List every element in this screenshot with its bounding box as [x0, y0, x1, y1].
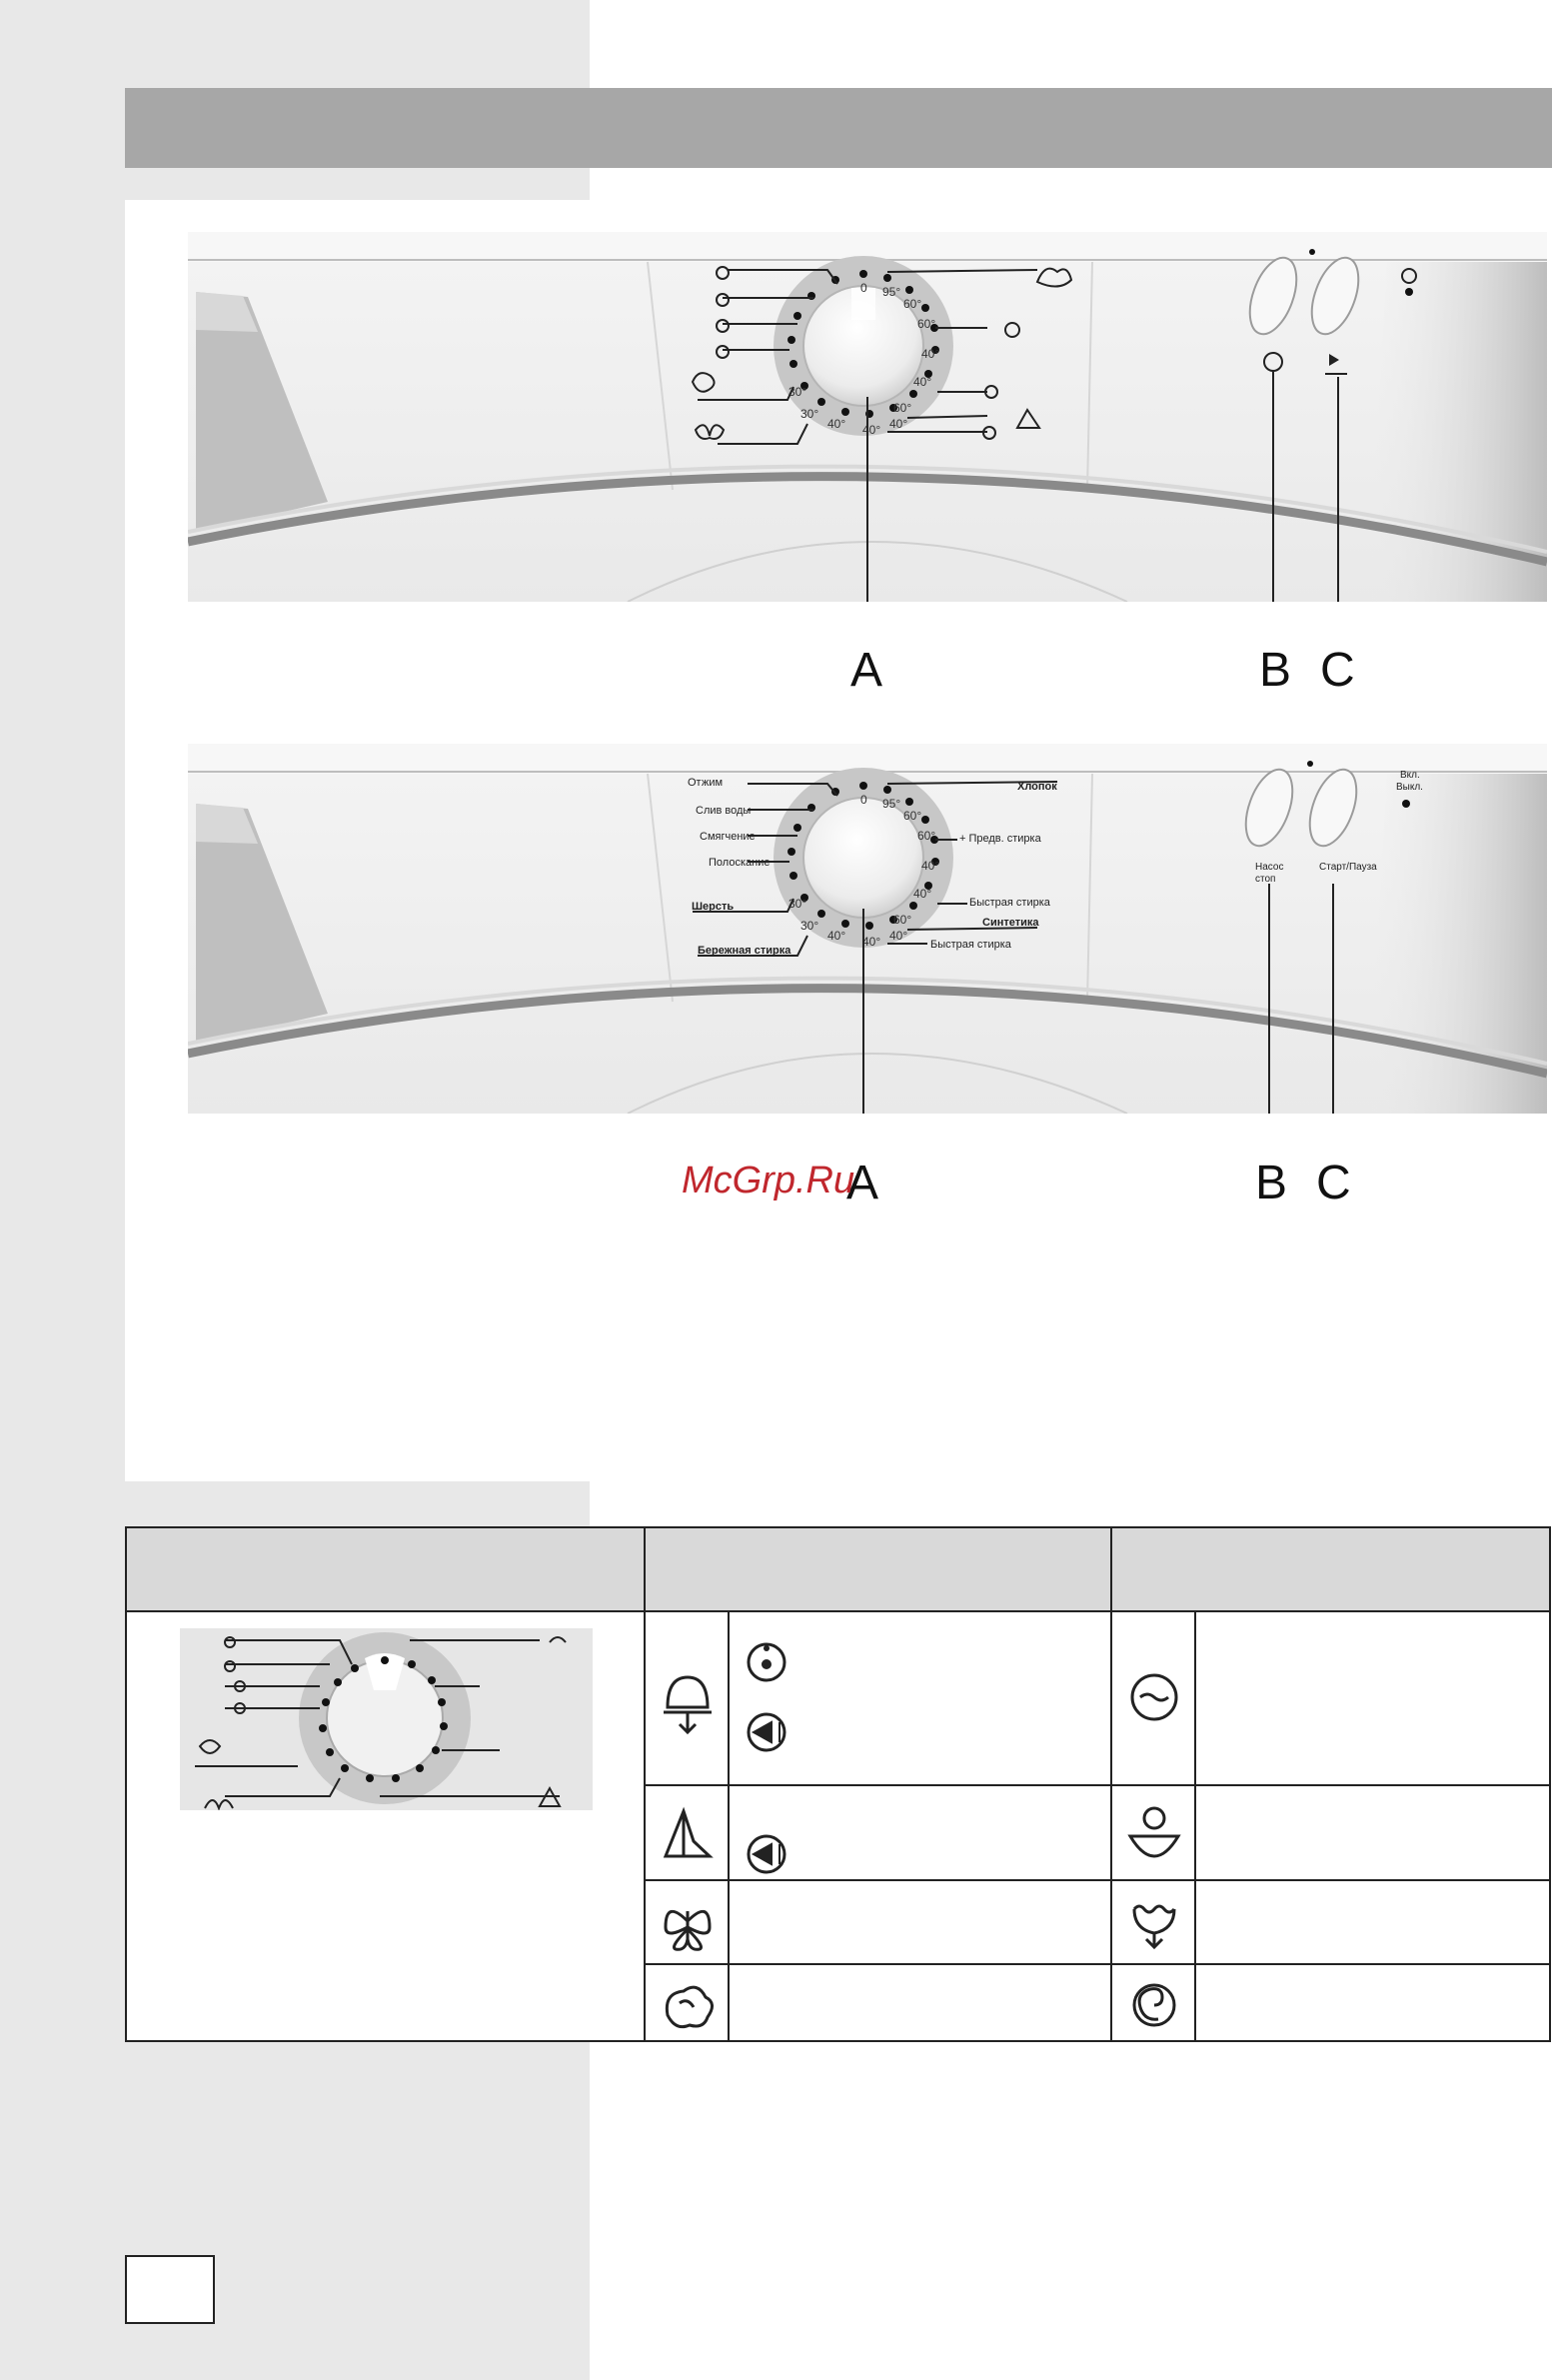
dial-thumbnail-cell	[127, 1612, 646, 2042]
drain-desc-cell	[1196, 1881, 1549, 1965]
label-start-pause: Старт/Пауза	[1319, 862, 1377, 873]
cotton-options-cell	[730, 1612, 1112, 1786]
svg-text:0: 0	[860, 281, 867, 295]
svg-text:40°: 40°	[913, 887, 932, 901]
svg-text:40°: 40°	[921, 859, 940, 873]
quick-wash-icon	[749, 1714, 784, 1750]
svg-text:40°: 40°	[862, 423, 881, 437]
svg-text:40°: 40°	[862, 935, 881, 949]
svg-text:95°: 95°	[882, 285, 901, 299]
table-header-cell-3	[1112, 1528, 1549, 1612]
page-number-box	[125, 2255, 215, 2324]
svg-text:60°: 60°	[917, 317, 936, 331]
svg-text:60°: 60°	[917, 829, 936, 843]
top-white-area	[590, 0, 1552, 88]
spin-desc-cell	[1196, 1965, 1549, 2042]
label-pump-stop-1: Насос	[1255, 862, 1284, 873]
control-panel-russian	[188, 744, 1547, 1114]
label-drain: Слив воды	[696, 805, 752, 817]
label-pump-stop-2: стоп	[1255, 874, 1276, 885]
control-panel-symbols	[188, 232, 1547, 602]
callout-c-2: C	[1316, 1157, 1351, 1209]
label-spin: Отжим	[688, 777, 724, 789]
label-quick-2: Быстрая стирка	[930, 939, 1011, 951]
synthetic-tub-icon	[646, 1786, 730, 1881]
wool-desc-cell	[730, 1965, 1112, 2042]
callout-c: C	[1320, 644, 1355, 697]
svg-text:95°: 95°	[882, 797, 901, 811]
svg-text:30°: 30°	[788, 897, 807, 911]
svg-text:40°: 40°	[889, 417, 908, 431]
svg-text:30°: 30°	[800, 407, 819, 421]
program-symbols-table	[125, 1526, 1551, 2042]
svg-text:40°: 40°	[827, 929, 846, 943]
butterfly-icon	[646, 1881, 730, 1965]
label-rinse: Полоскание	[709, 857, 771, 869]
watermark-text: McGrp.Ru	[682, 1160, 855, 1201]
label-prewash: + Предв. стирка	[959, 833, 1041, 845]
quick-wash-icon	[749, 1836, 784, 1872]
label-wool: Шерсть	[692, 901, 735, 913]
label-softener: Смягчение	[700, 831, 756, 843]
delicate-desc-cell	[730, 1881, 1112, 1965]
svg-text:60°: 60°	[893, 913, 912, 927]
table-header-cell-2	[646, 1528, 1112, 1612]
label-cotton: Хлопок	[1017, 781, 1057, 793]
callout-a: A	[850, 644, 883, 697]
label-delicate: Бережная стирка	[698, 945, 791, 957]
svg-text:40°: 40°	[921, 347, 940, 361]
callout-b: B	[1259, 644, 1292, 697]
svg-text:30°: 30°	[800, 919, 819, 933]
spin-icon	[1112, 1965, 1196, 2042]
callout-b-2: B	[1255, 1157, 1288, 1209]
svg-text:60°: 60°	[893, 401, 912, 415]
rinse-icon	[1112, 1612, 1196, 1786]
drain-icon	[1112, 1881, 1196, 1965]
svg-text:40°: 40°	[889, 929, 908, 943]
svg-text:40°: 40°	[913, 375, 932, 389]
label-synthetics: Синтетика	[982, 917, 1039, 929]
svg-text:60°: 60°	[903, 297, 922, 311]
wool-icon	[646, 1965, 730, 2042]
label-off-1: Выкл.	[1396, 782, 1423, 793]
dial-thumbnail	[180, 1628, 593, 1810]
label-on-1: Вкл.	[1400, 770, 1420, 781]
svg-text:40°: 40°	[827, 417, 846, 431]
softener-desc-cell	[1196, 1786, 1549, 1881]
rinse-desc-cell	[1196, 1612, 1549, 1786]
cotton-tub-icon	[646, 1612, 730, 1786]
prewash-icon	[749, 1644, 784, 1680]
svg-text:30°: 30°	[788, 385, 807, 399]
section-header-bar	[125, 88, 1552, 168]
callout-a-2: A	[846, 1157, 879, 1209]
svg-text:60°: 60°	[903, 809, 922, 823]
svg-text:0: 0	[860, 793, 867, 807]
synthetics-options-cell	[730, 1786, 1112, 1881]
softener-icon	[1112, 1786, 1196, 1881]
label-quick-1: Быстрая стирка	[969, 897, 1050, 909]
table-header-cell-1	[127, 1528, 646, 1612]
